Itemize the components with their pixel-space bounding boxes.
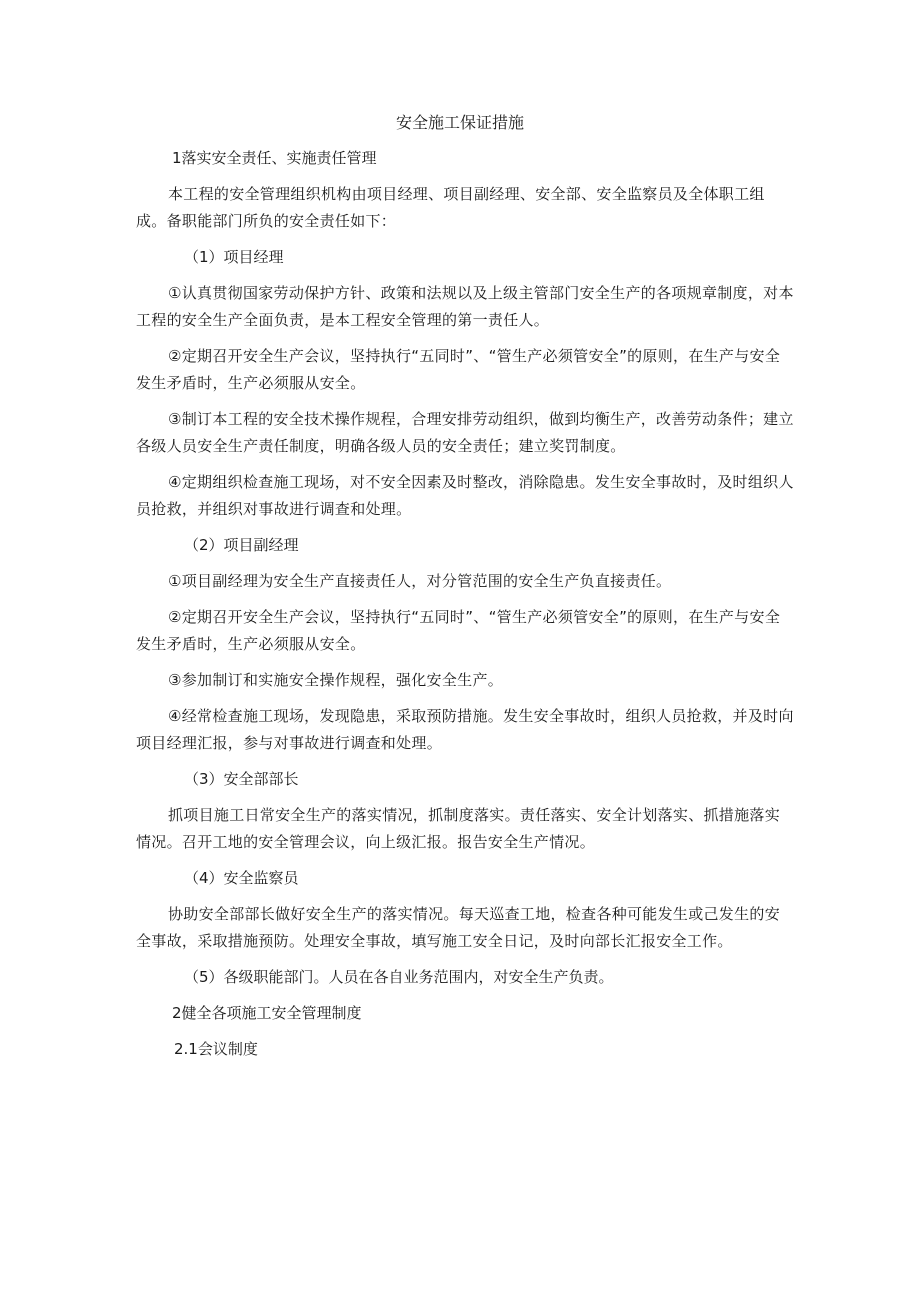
role-heading-deputy-manager: （2）项目副经理: [184, 536, 299, 554]
paragraph: ④定期组织检查施工现场，对不安全因素及时整改，消除隐患。发生安全事故时，及时组织人员抢救，并组织对事故进行调查和处理。: [136, 473, 794, 518]
paragraph: ②定期召开安全生产会议，坚持执行“五同时”、“管生产必须管安全”的原则，在生产与安全发生矛盾时，生产必须服从安全。: [136, 608, 781, 653]
paragraph: ④经常检查施工现场，发现隐患，采取预防措施。发生安全事故时，组织人员抢救，并及时向项目经理汇报，参与对事故进行调查和处理。: [136, 707, 794, 752]
section-2-heading: 2健全各项施工安全管理制度: [172, 1004, 362, 1022]
section-2-1-heading: 2.1会议制度: [174, 1040, 258, 1058]
document-title: 安全施工保证措施: [395, 113, 524, 132]
paragraph: 协助安全部部长做好安全生产的落实情况。每天巡查工地，检查各种可能发生或己发生的安全事故，采取措施预防。处理安全事故，填写施工安全日记，及时向部长汇报安全工作。: [136, 905, 781, 950]
document-body: [136, 145, 794, 1072]
role-heading-safety-inspector: （4）安全监察员: [184, 869, 299, 887]
paragraph: ①认真贯彻国家劳动保护方针、政策和法规以及上级主管部门安全生产的各项规章制度，对本工程的安全生产全面负责，是本工程安全管理的第一责任人。: [136, 284, 794, 329]
section-1-heading: 1落实安全责任、实施责任管理: [172, 149, 377, 167]
paragraph: ③制订本工程的安全技术操作规程，合理安排劳动组织，做到均衡生产，改善劳动条件；建立各级人员安全生产责任制度，明确各级人员的安全责任；建立奖罚制度。: [136, 410, 794, 455]
role-heading-safety-director: （3）安全部部长: [184, 770, 299, 788]
role-heading-departments: （5）各级职能部门。人员在各自业务范围内，对安全生产负责。: [184, 968, 614, 986]
paragraph: ①项目副经理为安全生产直接责任人，对分管范围的安全生产负直接责任。: [168, 572, 672, 590]
role-heading-project-manager: （1）项目经理: [184, 248, 284, 266]
paragraph: ②定期召开安全生产会议，坚持执行“五同时”、“管生产必须管安全”的原则，在生产与安全发生矛盾时，生产必须服从安全。: [136, 347, 781, 392]
paragraph: 抓项目施工日常安全生产的落实情况，抓制度落实。责任落实、安全计划落实、抓措施落实情况。召开工地的安全管理会议，向上级汇报。报告安全生产情况。: [136, 806, 781, 851]
paragraph: ③参加制订和实施安全操作规程，强化安全生产。: [168, 671, 504, 689]
section-1-intro: 本工程的安全管理组织机构由项目经理、项目副经理、安全部、安全监察员及全体职工组成。备职能部门所负的安全责任如下：: [136, 185, 765, 230]
